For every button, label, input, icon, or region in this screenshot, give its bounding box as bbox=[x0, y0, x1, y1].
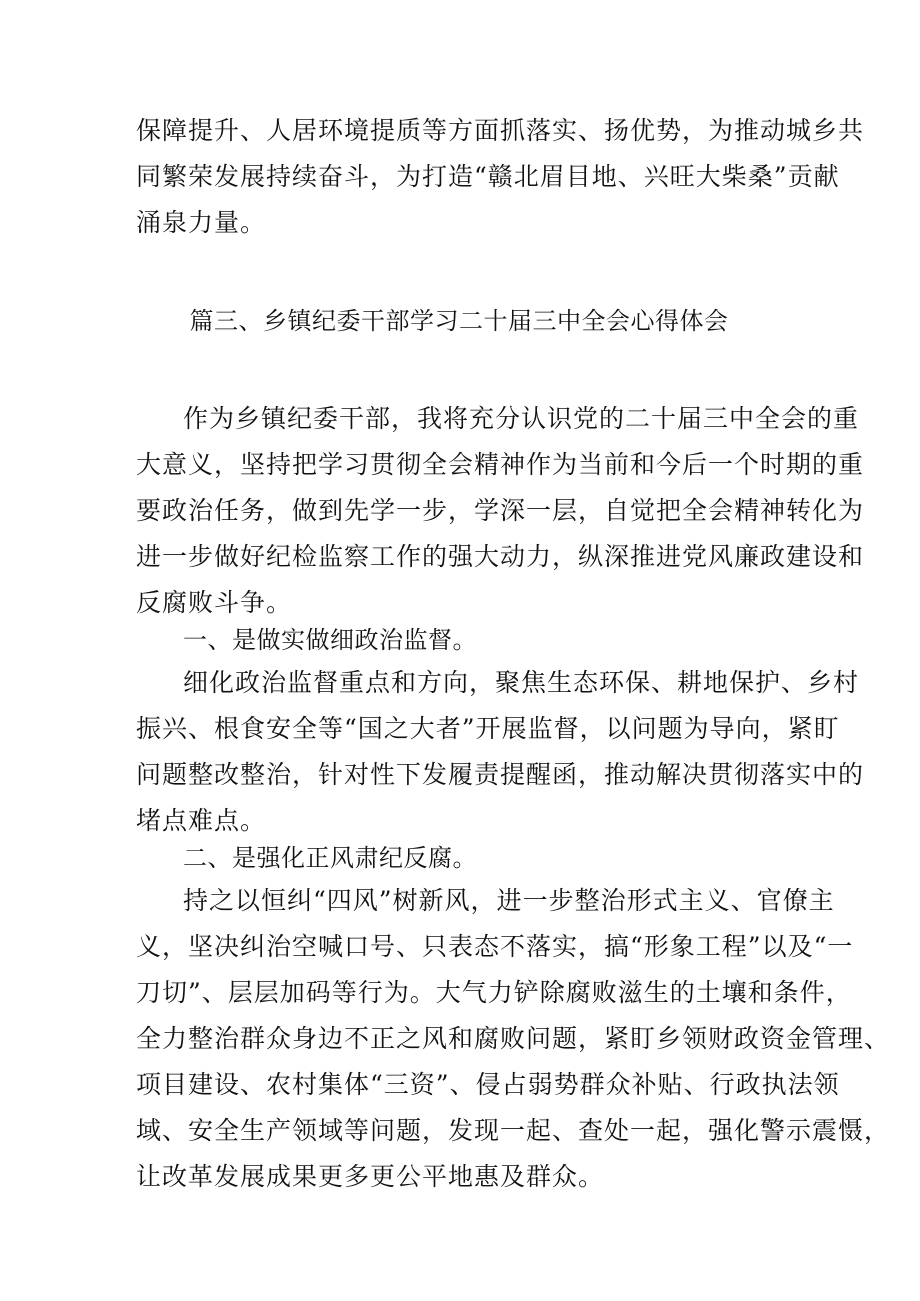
intro-line-3: 涌泉力量。 bbox=[136, 208, 267, 237]
point1-heading: 一、是做实做细政治监督。 bbox=[183, 626, 477, 654]
para1-line-1: 作为乡镇纪委干部，我将充分认识党的二十届三中全会的重 bbox=[183, 404, 860, 433]
point2-line-3: 刀切”、层层加码等行为。大气力铲除腐败滋生的土壤和条件， bbox=[136, 978, 852, 1007]
para1-line-4: 进一步做好纪检监察工作的强大动力，纵深推进党风廉政建设和 bbox=[136, 542, 865, 571]
intro-line-1: 保障提升、人居环境提质等方面抓落实、扬优势，为推动城乡共 bbox=[136, 116, 865, 145]
point1-line-2: 振兴、根食安全等“国之大者”开展监督，以问题为导向，紧盯 bbox=[136, 714, 840, 743]
point2-line-6: 域、安全生产领域等问题，发现一起、查处一起，强化警示震慑， bbox=[136, 1116, 891, 1145]
point1-line-1: 细化政治监督重点和方向，聚焦生态环保、耕地保护、乡村 bbox=[183, 668, 860, 697]
point2-line-1: 持之以恒纠“四风”树新风，进一步整治形式主义、官僚主 bbox=[183, 886, 835, 915]
para1-line-2: 大意义，坚持把学习贯彻全会精神作为当前和今后一个时期的重 bbox=[136, 450, 865, 479]
point2-line-5: 项目建设、农村集体“三资”、侵占弱势群众补贴、行政执法领 bbox=[136, 1070, 840, 1099]
point1-line-3: 问题整改整治，针对性下发履责提醒函，推动解决贯彻落实中的 bbox=[136, 760, 865, 789]
point2-heading: 二、是强化正风肃纪反腐。 bbox=[183, 844, 477, 872]
point2-line-2: 义，坚决纠治空喊口号、只表态不落实，搞“形象工程”以及“一 bbox=[136, 932, 854, 961]
intro-line-2: 同繁荣发展持续奋斗，为打造“赣北眉目地、兴旺大柴桑”贡献 bbox=[136, 162, 840, 191]
section-title: 篇三、乡镇纪委干部学习二十届三中全会心得体会 bbox=[189, 307, 729, 335]
point2-line-7: 让改革发展成果更多更公平地惠及群众。 bbox=[136, 1162, 605, 1191]
point1-line-4: 堵点难点。 bbox=[136, 806, 267, 835]
point2-line-4: 全力整治群众身边不正之风和腐败问题，紧盯乡领财政资金管理、 bbox=[136, 1024, 891, 1053]
para1-line-5: 反腐败斗争。 bbox=[136, 588, 293, 617]
para1-line-3: 要政治任务，做到先学一步，学深一层，自觉把全会精神转化为 bbox=[136, 496, 865, 525]
